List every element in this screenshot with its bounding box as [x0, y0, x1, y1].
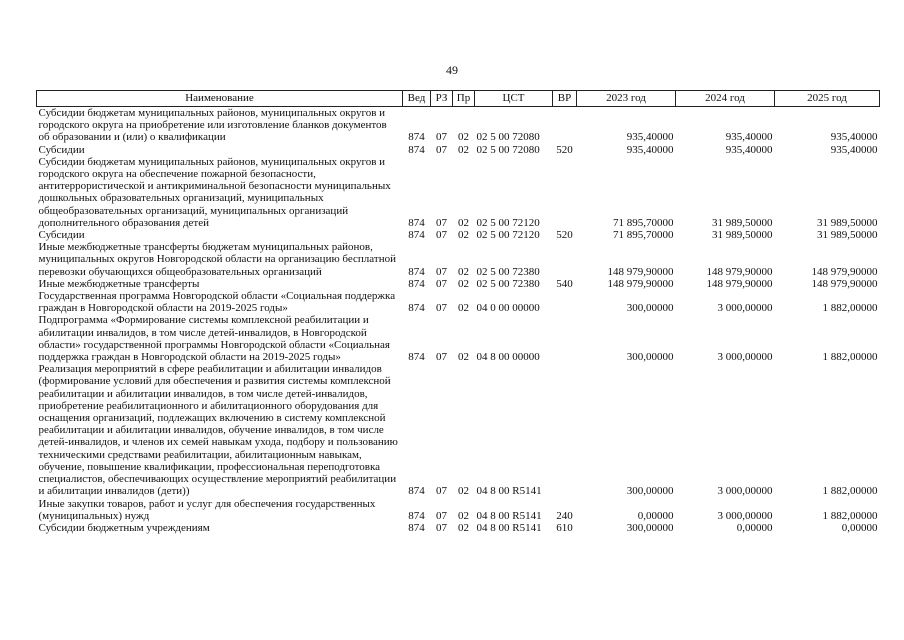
row-name-cell: Субсидии	[38, 143, 85, 156]
row-2023-cell: 935,40000	[626, 131, 674, 144]
row-rz-cell: 07	[436, 216, 447, 229]
row-2024-cell: 935,40000	[725, 143, 773, 156]
header-pr: Пр	[453, 91, 475, 107]
row-ved-cell: 874	[408, 143, 425, 156]
row-name-cell: Реализация мероприятий в сфере реабилитации и абилитации инвалидов (формирование условий для обеспечения и развития системы комплексной реабилитации и абилитации инвалидов, в том числе детей-инвалидов, приобретение реабилитационного и абилитационного оборудования для оснащения организаций, подлежащих включению в систему комплексной реабилитации и абилитации инвалидов, обучение инвалидов, в том числе детей-инвалидов, и членов их семей навыкам ухода, подбору и пользованию техническими средствами реабилитации, абилитационным навыкам, обучение, повышение квалификации, профессиональная переподготовка специалистов, обеспечивающих осуществление мероприятий реабилитации и абилитации инвалидов (дети))	[38, 363, 398, 498]
page-number: 49	[446, 63, 458, 77]
header-name: Наименование	[37, 91, 403, 107]
row-cst-cell: 02 5 00 72380	[476, 265, 540, 278]
row-vr-cell	[553, 314, 577, 363]
row-2024-cell: 3 000,00000	[717, 509, 773, 522]
row-rz-cell: 07	[436, 485, 447, 498]
row-ved-cell: 874	[408, 277, 425, 290]
header-vr: ВР	[553, 91, 577, 107]
table-row	[37, 107, 880, 144]
row-2023-cell: 935,40000	[626, 143, 674, 156]
row-ved-cell: 874	[408, 131, 425, 144]
row-ved-cell: 874	[408, 265, 425, 278]
table-row	[37, 363, 880, 497]
row-vr-cell	[553, 363, 577, 497]
table-row	[37, 229, 880, 241]
row-cst-cell: 04 0 00 00000	[476, 302, 540, 315]
row-2023-cell: 148 979,90000	[607, 277, 674, 290]
row-ved-cell: 874	[408, 351, 425, 364]
row-2025-cell: 1 882,00000	[822, 302, 878, 315]
row-2025-cell: 31 989,50000	[817, 229, 878, 242]
row-2025-cell: 1 882,00000	[822, 485, 878, 498]
row-cst-cell: 02 5 00 72120	[476, 216, 540, 229]
row-2025-cell: 935,40000	[830, 131, 878, 144]
row-name-cell: Субсидии	[38, 229, 85, 242]
header-rz: РЗ	[431, 91, 453, 107]
table-header-row	[37, 91, 880, 107]
header-2025: 2025 год	[775, 91, 880, 107]
header-ved: Вед	[403, 91, 431, 107]
row-pr-cell: 02	[458, 143, 469, 156]
row-ved-cell: 874	[408, 485, 425, 498]
row-vr-cell	[553, 156, 577, 229]
row-rz-cell: 07	[436, 143, 447, 156]
row-vr-cell: 610	[556, 521, 573, 534]
row-rz-cell: 07	[436, 521, 447, 534]
row-vr-cell: 240	[556, 509, 573, 522]
row-2024-cell: 3 000,00000	[717, 351, 773, 364]
row-2024-cell: 0,00000	[736, 521, 773, 534]
row-pr-cell: 02	[458, 509, 469, 522]
row-2023-cell: 300,00000	[626, 521, 674, 534]
row-2025-cell: 1 882,00000	[822, 509, 878, 522]
row-ved-cell: 874	[408, 302, 425, 315]
table-row	[37, 278, 880, 290]
row-pr-cell: 02	[458, 265, 469, 278]
table-row	[37, 314, 880, 363]
row-2025-cell: 0,00000	[841, 521, 878, 534]
row-cst-cell: 02 5 00 72080	[476, 143, 540, 156]
row-2024-cell: 935,40000	[725, 131, 773, 144]
header-2023: 2023 год	[577, 91, 676, 107]
row-2024-cell: 148 979,90000	[706, 265, 773, 278]
row-rz-cell: 07	[436, 131, 447, 144]
row-ved-cell: 874	[408, 216, 425, 229]
table-row	[37, 241, 880, 278]
table-row	[37, 290, 880, 314]
table-row	[37, 522, 880, 534]
row-pr-cell: 02	[458, 302, 469, 315]
row-rz-cell: 07	[436, 509, 447, 522]
row-2024-cell: 3 000,00000	[717, 485, 773, 498]
row-2023-cell: 300,00000	[626, 351, 674, 364]
row-name-cell: Иные межбюджетные трансферты бюджетам муниципальных районов, муниципальных округов Новгородской области на организацию бесплатной перевозки обучающихся общеобразовательных организаций	[38, 241, 396, 278]
header-cst: ЦСТ	[475, 91, 553, 107]
row-vr-cell: 520	[556, 143, 573, 156]
row-pr-cell: 02	[458, 485, 469, 498]
row-name-cell: Субсидии бюджетам муниципальных районов, муниципальных округов и городского округа на обеспечение пожарной безопасности, антитеррористической и антикриминальной безопасности муниципальных дошкольных образовательных организаций, муниципальных общеобразовательных организаций, муниципальных организаций дополнительного образования детей	[38, 155, 391, 229]
row-2023-cell: 148 979,90000	[607, 265, 674, 278]
row-cst-cell: 04 8 00 R5141	[476, 521, 542, 534]
row-name-cell: Субсидии бюджетным учреждениям	[38, 521, 210, 534]
row-vr-cell	[553, 107, 577, 144]
row-pr-cell: 02	[458, 216, 469, 229]
row-2025-cell: 148 979,90000	[811, 265, 878, 278]
row-cst-cell: 04 8 00 R5141	[476, 509, 542, 522]
row-pr-cell: 02	[458, 351, 469, 364]
row-rz-cell: 07	[436, 351, 447, 364]
row-2025-cell: 31 989,50000	[817, 216, 878, 229]
row-2023-cell: 71 895,70000	[613, 229, 674, 242]
row-rz-cell: 07	[436, 265, 447, 278]
row-2025-cell: 148 979,90000	[811, 277, 878, 290]
table-row	[37, 156, 880, 229]
row-2025-cell: 935,40000	[830, 143, 878, 156]
row-2024-cell: 31 989,50000	[712, 216, 773, 229]
row-2025-cell: 1 882,00000	[822, 351, 878, 364]
row-cst-cell: 02 5 00 72120	[476, 229, 540, 242]
row-rz-cell: 07	[436, 229, 447, 242]
row-2023-cell: 300,00000	[626, 485, 674, 498]
row-2024-cell: 148 979,90000	[706, 277, 773, 290]
row-vr-cell	[553, 290, 577, 314]
row-2023-cell: 0,00000	[637, 509, 674, 522]
header-2024: 2024 год	[676, 91, 775, 107]
row-cst-cell: 04 8 00 00000	[476, 351, 540, 364]
row-pr-cell: 02	[458, 277, 469, 290]
row-ved-cell: 874	[408, 521, 425, 534]
budget-table	[36, 90, 880, 534]
row-pr-cell: 02	[458, 229, 469, 242]
row-2023-cell: 71 895,70000	[613, 216, 674, 229]
row-name-cell: Иные закупки товаров, работ и услуг для обеспечения государственных (муниципальных) нужд	[38, 497, 376, 522]
row-2024-cell: 31 989,50000	[712, 229, 773, 242]
row-2023-cell: 300,00000	[626, 302, 674, 315]
row-pr-cell: 02	[458, 521, 469, 534]
row-cst-cell: 04 8 00 R5141	[476, 485, 542, 498]
row-vr-cell: 520	[556, 229, 573, 242]
row-vr-cell	[553, 241, 577, 278]
row-name-cell: Подпрограмма «Формирование системы комплексной реабилитации и абилитации инвалидов, в том числе детей-инвалидов, в Новгородской области» государственной программы Новгородской области «Социальная поддержка граждан в Новгородской области на 2019-2025 годы»	[38, 314, 390, 364]
row-vr-cell: 540	[556, 277, 573, 290]
row-cst-cell: 02 5 00 72380	[476, 277, 540, 290]
table-row	[37, 144, 880, 156]
row-rz-cell: 07	[436, 302, 447, 315]
row-rz-cell: 07	[436, 277, 447, 290]
row-ved-cell: 874	[408, 229, 425, 242]
row-ved-cell: 874	[408, 509, 425, 522]
row-cst-cell: 02 5 00 72080	[476, 131, 540, 144]
row-pr-cell: 02	[458, 131, 469, 144]
row-name-cell: Субсидии бюджетам муниципальных районов, муниципальных округов и городского округа на приобретение или изготовление бланков документов об образовании и (или) о квалификации	[38, 107, 387, 144]
row-name-cell: Государственная программа Новгородской области «Социальная поддержка граждан в Новгородской области на 2019-2025 годы»	[38, 290, 396, 315]
table-row	[37, 498, 880, 522]
row-2024-cell: 3 000,00000	[717, 302, 773, 315]
row-name-cell: Иные межбюджетные трансферты	[38, 277, 200, 290]
